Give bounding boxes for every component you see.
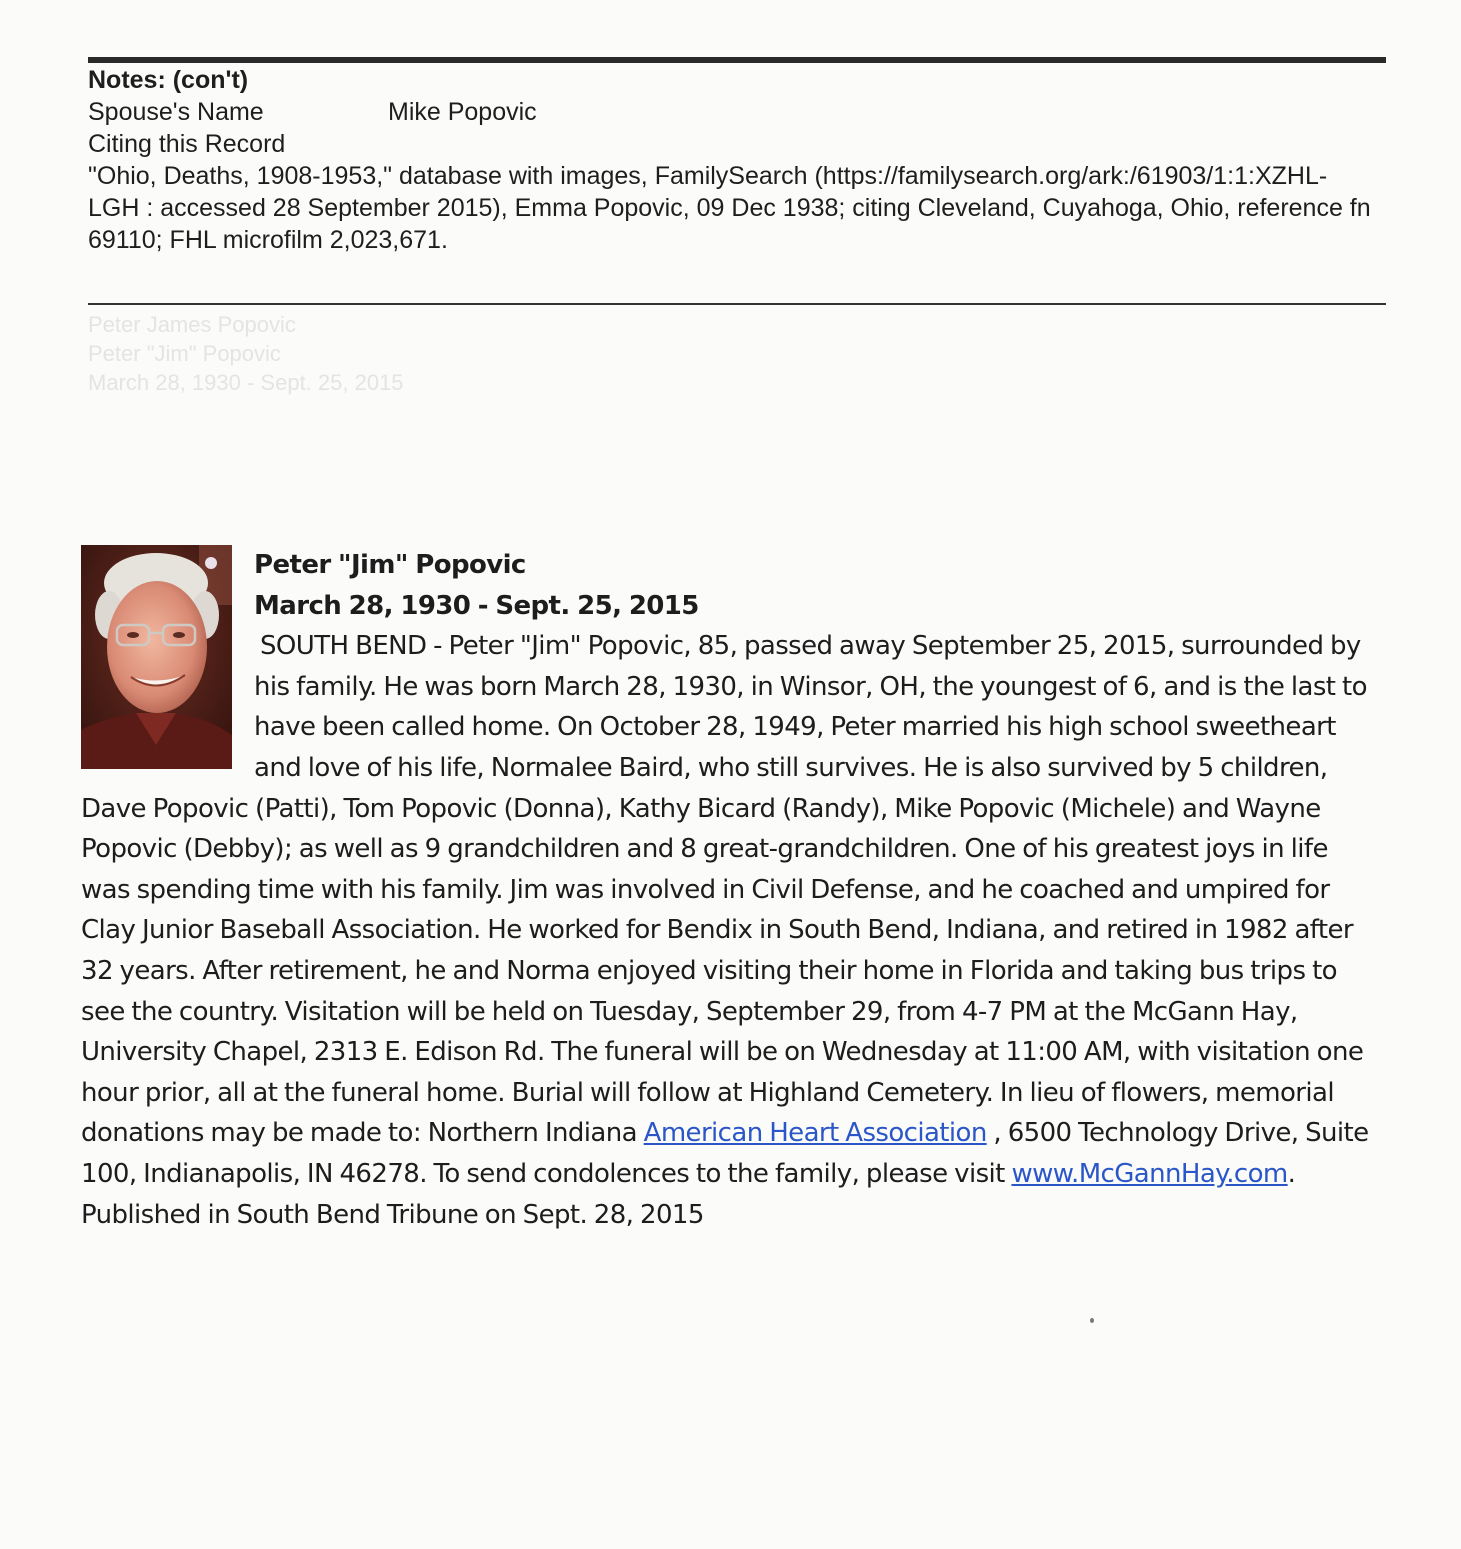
top-divider: [88, 57, 1386, 63]
obituary-dates: March 28, 1930 - Sept. 25, 2015: [254, 590, 699, 621]
ghost-dates: March 28, 1930 - Sept. 25, 2015: [88, 370, 404, 395]
obituary-body-part3: . Published in South Bend Tribune on Sept. 28, 2015: [81, 1158, 1296, 1230]
scan-speck: [1090, 1318, 1094, 1323]
obituary-body: [81, 631, 1368, 1229]
obituary-name: Peter "Jim" Popovic: [254, 550, 526, 580]
notes-section: [88, 64, 1388, 256]
portrait-photo: [81, 545, 232, 769]
citing-label: Citing this Record: [88, 130, 286, 158]
bleed-through-text: [88, 310, 1378, 397]
obituary-body-part1: SOUTH BEND - Peter "Jim" Popovic, 85, passed away September 25, 2015, surrounded by his family. He was born March 28, 1930, in Winsor, OH, the youngest of 6, and is the last to have been called home. On October 28, 1949, Peter married his high school sweetheart and love of his life, Normalee Baird, who still survives. He is also survived by 5 children, Dave Popovic (Patti), Tom Popovic (Donna), Kathy Bicard (Randy), Mike Popovic (Michele) and Wayne Popovic (Debby); as well as 9 grandchildren and 8 great-grandchildren. One of his greatest joys in life was spending time with his family. Jim was involved in Civil Defense, and he coached and umpired for Clay Junior Baseball Association. He worked for Bendix in South Bend, Indiana, and retired in 1982 after 32 years. After retirement, he and Norma enjoyed visiting their home in Florida and taking bus trips to see the country. Visitation will be held on Tuesday, September 29, from 4-7 PM at the McGann Hay, University Chapel, 2313 E. Edison Rd. The funeral will be on Wednesday at 11:00 AM, with visitation one hour prior, all at the funeral home. Burial will follow at Highland Cemetery. In lieu of flowers, memorial donations may be made to: Northern Indiana: [81, 631, 1367, 1149]
obituary-body-part2: , 6500 Technology Drive, Suite 100, Indianapolis, IN 46278. To send condolences to the family, please visit: [81, 1118, 1369, 1189]
spouse-row: [88, 96, 1388, 128]
mcgannhay-website-link[interactable]: www.McGannHay.com: [1011, 1158, 1288, 1189]
obituary: [81, 545, 1381, 1235]
section-divider: [88, 303, 1386, 305]
notes-heading: Notes: (con't): [88, 66, 249, 94]
ghost-title-1: Peter James Popovic: [88, 312, 296, 337]
spouse-value: Mike Popovic: [388, 98, 537, 126]
spouse-label: Spouse's Name: [88, 98, 264, 126]
ghost-title-2: Peter "Jim" Popovic: [88, 341, 281, 366]
portrait-image: [81, 545, 232, 769]
citation-text: "Ohio, Deaths, 1908-1953," database with images, FamilySearch (https://familysearch.org/ark:/61903/1:1:XZHL-LGH : accessed 28 September 2015), Emma Popovic, 09 Dec 1938; citing Cleveland, Cuyahoga, Ohio, reference fn 69110; FHL microfilm 2,023,671.: [88, 162, 1371, 254]
american-heart-association-link[interactable]: American Heart Association: [643, 1118, 987, 1149]
